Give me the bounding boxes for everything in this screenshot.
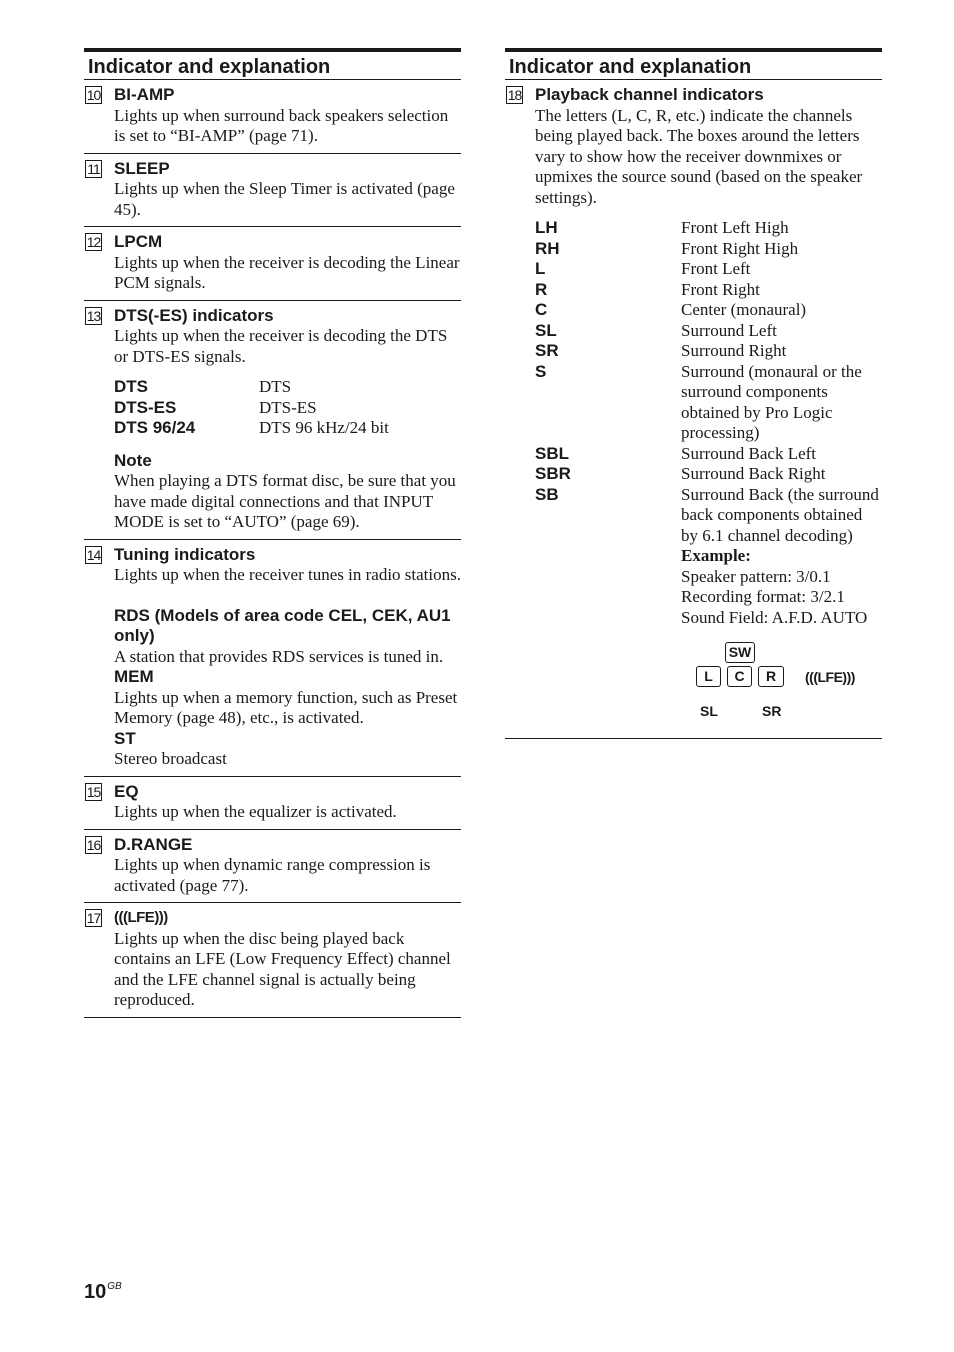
channel-key: L (535, 259, 546, 278)
entry-lfe (84, 903, 461, 1018)
entry-text: Lights up when the receiver tunes in radio stations. (114, 565, 461, 584)
entry-number: 17 (86, 910, 101, 926)
r-channel-box: R (758, 666, 784, 687)
channel-key: SR (535, 341, 559, 360)
l-channel-box: L (696, 666, 721, 687)
page-number (84, 1281, 122, 1304)
st-title: ST (114, 728, 136, 748)
channel-row (535, 280, 882, 301)
channel-value: Surround Back (the surround back components obtained by 6.1 channel decoding) (681, 484, 879, 545)
st-text: Stereo broadcast (114, 749, 227, 768)
c-channel-box: C (727, 666, 752, 687)
entry-text: Lights up when surround back speakers selection is set to “BI-AMP” (page 71). (114, 105, 449, 145)
entry-title: EQ (114, 781, 139, 801)
channel-value: Center (monaural) (681, 300, 807, 319)
entry-number: 10 (86, 87, 101, 103)
sl-label: SL (700, 703, 718, 719)
mem-title: MEM (114, 667, 154, 686)
example-line: Recording format: 3/2.1 (681, 587, 845, 606)
channel-value: Front Right (681, 279, 760, 299)
entry-lpcm (84, 227, 461, 301)
lfe-indicator-icon: (((LFE))) (114, 909, 168, 926)
entry-number: 16 (86, 836, 101, 853)
channel-key: SBL (535, 443, 569, 463)
dts-value: DTS-ES (259, 397, 317, 417)
entry-text: Lights up when the equalizer is activated. (114, 802, 397, 821)
dts-table (114, 377, 389, 439)
page-suffix: GB (107, 1281, 122, 1292)
entry-text: Lights up when the disc being played back contains an LFE (Low Frequency Effect) channel and the LFE channel signal is actually being reproduced. (114, 928, 451, 1009)
entry-number: 18 (507, 87, 522, 103)
channel-diagram (535, 636, 882, 732)
channel-value: Front Left High (681, 218, 789, 237)
channel-row (535, 239, 882, 260)
channel-key: SL (535, 320, 557, 340)
channel-value: Surround Back Right (681, 464, 826, 483)
channel-table (535, 218, 882, 628)
right-column (505, 48, 882, 739)
entry-number: 11 (85, 160, 102, 178)
channel-row (535, 464, 882, 485)
entry-sleep (84, 154, 461, 228)
entry-playback-channels (505, 80, 882, 739)
left-column-header (84, 48, 461, 80)
entry-text: Lights up when dynamic range compression is activated (page 77). (114, 855, 431, 895)
entry-title: Tuning indicators (114, 544, 256, 564)
channel-row (535, 300, 882, 321)
entry-number: 14 (86, 546, 101, 563)
channel-key: S (535, 361, 547, 381)
channel-key: SB (535, 484, 559, 504)
entry-title: Playback channel indicators (535, 85, 764, 104)
mem-text: Lights up when a memory function, such as Preset Memory (page 48), etc., is activated. (114, 687, 458, 727)
example-label: Example: (681, 546, 751, 565)
channel-value: Surround Left (681, 320, 777, 340)
entry-title: SLEEP (114, 158, 170, 178)
channel-key: LH (535, 218, 558, 237)
entry-text: Lights up when the receiver is decoding the DTS or DTS-ES signals. (114, 326, 448, 366)
channel-value: Surround (monaural or the surround components obtained by Pro Logic processing) (681, 361, 862, 442)
left-header-text: Indicator and explanation (88, 56, 331, 78)
lfe-icon: (((LFE))) (805, 669, 855, 685)
example-row (535, 546, 882, 628)
sr-label: SR (762, 703, 782, 719)
entry-title: D.RANGE (114, 834, 193, 854)
page-number-value: 10 (84, 1281, 107, 1303)
dts-key: DTS-ES (114, 397, 177, 417)
channel-value: Front Left (681, 259, 751, 278)
channel-key: SBR (535, 464, 571, 483)
entry-eq (84, 777, 461, 830)
channel-key: RH (535, 238, 560, 258)
channel-row (535, 218, 882, 239)
channel-row (535, 362, 882, 444)
channel-value: Surround Right (681, 341, 787, 360)
channel-key: R (535, 279, 548, 299)
entry-title: BI-AMP (114, 85, 175, 104)
rds-text: A station that provides RDS services is tuned in. (114, 646, 444, 666)
example-line: Speaker pattern: 3/0.1 (681, 566, 831, 586)
dts-value: DTS 96 kHz/24 bit (259, 418, 389, 437)
channel-row (535, 321, 882, 342)
entry-title: LPCM (114, 232, 163, 251)
entry-drange (84, 830, 461, 904)
entry-dts (84, 301, 461, 540)
channel-row (535, 259, 882, 280)
entry-text: Lights up when the Sleep Timer is activated (page 45). (114, 179, 455, 219)
rds-title: RDS (Models of area code CEL, CEK, AU1 only) (114, 605, 451, 645)
right-column-header (505, 48, 882, 80)
channel-row (535, 341, 882, 362)
example-line: Sound Field: A.F.D. AUTO (681, 607, 868, 627)
dts-row (114, 398, 389, 419)
entry-number: 12 (86, 234, 101, 250)
channel-value: Front Right High (681, 238, 799, 258)
channel-key: C (535, 300, 548, 319)
entry-title: DTS(-ES) indicators (114, 305, 274, 325)
dts-row (114, 377, 389, 398)
channel-row (535, 485, 882, 547)
entry-bi-amp (84, 80, 461, 154)
entry-text: The letters (L, C, R, etc.) indicate the channels being played back. The boxes around the letters vary to show how the receiver downmixes or upmixes the source sound (based on the speaker settings). (535, 105, 863, 207)
left-column (84, 48, 461, 1018)
dts-key: DTS 96/24 (114, 418, 196, 437)
channel-row (535, 444, 882, 465)
sw-channel-box: SW (725, 642, 755, 663)
dts-value: DTS (259, 377, 292, 396)
right-header-text: Indicator and explanation (509, 56, 752, 78)
note-title: Note (114, 450, 152, 470)
entry-tuning (84, 540, 461, 777)
channel-value: Surround Back Left (681, 443, 817, 463)
dts-row (114, 418, 389, 439)
note-text: When playing a DTS format disc, be sure that you have made digital connections and that INPUT MODE is set to “AUTO” (page 69). (114, 471, 456, 531)
entry-number: 15 (86, 783, 101, 800)
entry-number: 13 (86, 307, 101, 324)
dts-key: DTS (114, 377, 148, 396)
entry-text: Lights up when the receiver is decoding the Linear PCM signals. (114, 252, 460, 292)
